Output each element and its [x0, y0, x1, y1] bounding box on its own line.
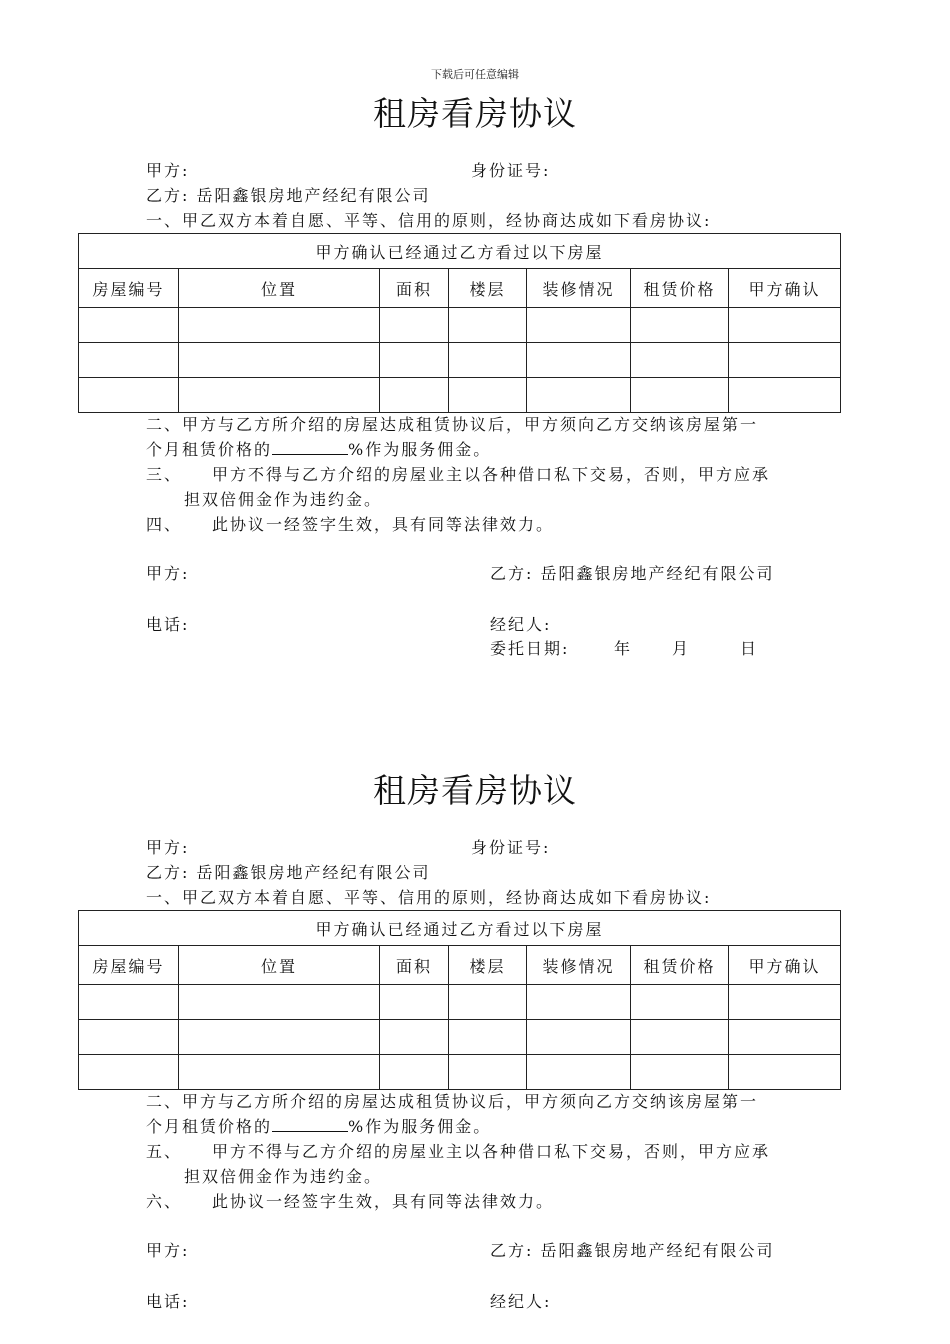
table-row — [79, 308, 841, 343]
sign-date-month: 月 — [672, 639, 691, 658]
sign-party-b: 乙方: 岳阳鑫银房地产经纪有限公司 — [490, 1241, 775, 1260]
clause-5-text: 甲方不得与乙方介绍的房屋业主以各种借口私下交易，否则，甲方应承 — [212, 1142, 771, 1161]
sign-date-day: 日 — [740, 639, 759, 658]
table-caption: 甲方确认已经通过乙方看过以下房屋 — [79, 234, 841, 269]
sign-date-year: 年 — [614, 639, 633, 658]
house-viewing-table — [78, 233, 841, 413]
col-header-location: 位置 — [179, 269, 380, 308]
commission-percent-blank — [272, 440, 348, 455]
sign-agent: 经纪人: — [490, 1292, 552, 1311]
clause-2-prefix: 个月租赁价格的 — [146, 440, 273, 459]
col-header-location: 位置 — [179, 946, 380, 985]
commission-percent-blank — [272, 1117, 348, 1132]
sign-party-a: 甲方: — [146, 564, 190, 583]
col-header-floor: 楼层 — [449, 269, 527, 308]
house-viewing-table-copy — [78, 910, 841, 1090]
table-row — [79, 1020, 841, 1055]
clause-3-continuation: 担双倍佣金作为违约金。 — [184, 490, 383, 509]
sign-phone: 电话: — [146, 1292, 190, 1311]
clause-1: 一、甲乙双方本着自愿、平等、信用的原则，经协商达成如下看房协议: — [146, 888, 712, 907]
clause-4-text: 此协议一经签字生效，具有同等法律效力。 — [212, 515, 555, 534]
clause-2-suffix: %作为服务佣金。 — [348, 1117, 492, 1136]
party-a-label: 甲方: — [146, 161, 190, 180]
party-b-line: 乙方: 岳阳鑫银房地产经纪有限公司 — [146, 863, 431, 882]
clause-4-number: 四、 — [146, 515, 183, 534]
clause-2-line-1: 二、甲方与乙方所介绍的房屋达成租赁协议后，甲方须向乙方交纳该房屋第一 — [146, 415, 759, 434]
clause-2-line-2 — [146, 1116, 491, 1138]
sign-phone: 电话: — [146, 615, 190, 634]
col-header-decoration: 装修情况 — [527, 269, 631, 308]
id-number-label: 身份证号: — [471, 838, 551, 857]
page-title: 租房看房协议 — [373, 94, 577, 133]
party-b-line: 乙方: 岳阳鑫银房地产经纪有限公司 — [146, 186, 431, 205]
sign-party-a: 甲方: — [146, 1241, 190, 1260]
col-header-floor: 楼层 — [449, 946, 527, 985]
clause-5-number: 五、 — [146, 1142, 183, 1161]
id-number-label: 身份证号: — [471, 161, 551, 180]
col-header-area: 面积 — [380, 946, 449, 985]
col-header-decoration: 装修情况 — [527, 946, 631, 985]
clause-5-continuation: 担双倍佣金作为违约金。 — [184, 1167, 383, 1186]
clause-6-number: 六、 — [146, 1192, 183, 1211]
party-a-label: 甲方: — [146, 838, 190, 857]
col-header-party-a-confirm: 甲方确认 — [729, 946, 841, 985]
table-row — [79, 343, 841, 378]
col-header-house-number: 房屋编号 — [79, 269, 179, 308]
table-row — [79, 985, 841, 1020]
col-header-party-a-confirm: 甲方确认 — [729, 269, 841, 308]
table-row — [79, 378, 841, 413]
table-caption: 甲方确认已经通过乙方看过以下房屋 — [79, 911, 841, 946]
sign-date-label: 委托日期: — [490, 639, 570, 658]
clause-3-text: 甲方不得与乙方介绍的房屋业主以各种借口私下交易，否则，甲方应承 — [212, 465, 771, 484]
col-header-house-number: 房屋编号 — [79, 946, 179, 985]
sign-agent: 经纪人: — [490, 615, 552, 634]
clause-2-prefix: 个月租赁价格的 — [146, 1117, 273, 1136]
clause-6-text: 此协议一经签字生效，具有同等法律效力。 — [212, 1192, 555, 1211]
col-header-area: 面积 — [380, 269, 449, 308]
page-title-copy: 租房看房协议 — [373, 771, 577, 810]
sign-party-b: 乙方: 岳阳鑫银房地产经纪有限公司 — [490, 564, 775, 583]
clause-2-line-1: 二、甲方与乙方所介绍的房屋达成租赁协议后，甲方须向乙方交纳该房屋第一 — [146, 1092, 759, 1111]
table-row — [79, 1055, 841, 1090]
col-header-rent-price: 租赁价格 — [631, 269, 729, 308]
col-header-rent-price: 租赁价格 — [631, 946, 729, 985]
clause-1: 一、甲乙双方本着自愿、平等、信用的原则，经协商达成如下看房协议: — [146, 211, 712, 230]
clause-2-line-2 — [146, 439, 491, 461]
clause-2-suffix: %作为服务佣金。 — [348, 440, 492, 459]
header-note: 下载后可任意编辑 — [431, 68, 519, 81]
clause-3-number: 三、 — [146, 465, 183, 484]
